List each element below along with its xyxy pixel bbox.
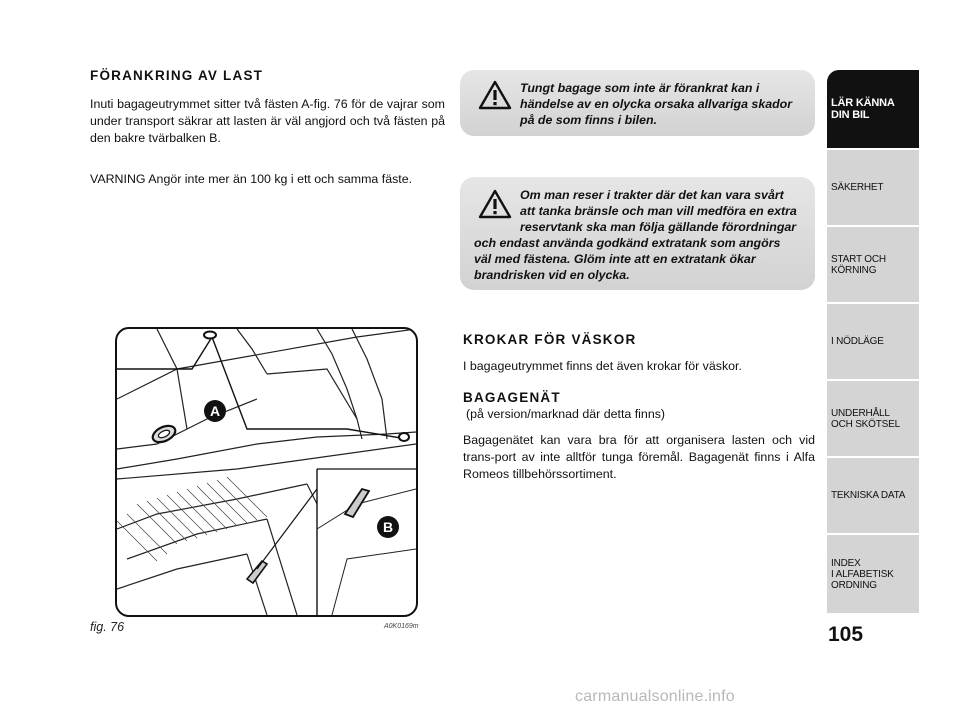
trunk-illustration [117, 329, 416, 615]
cargo-anchoring-paragraph: Inuti bagageutrymmet sitter två fästen A-fig. 76 för de vajrar som under transport säkrar att lasten är väl angjord och två fästen på den bakre tvärbalken B. [90, 97, 445, 145]
warning-text: Tungt bagage som inte är förankrat kan i händelse av en olycka orsaka allvariga skador på de som finns i bilen. [520, 81, 793, 127]
figure-trunk-anchors [115, 327, 418, 617]
bag-hooks-text: I bagageutrymmet finns det även krokar för väskor. [463, 359, 742, 373]
watermark-text: carmanualsonline.info [575, 688, 735, 705]
warning-box-extra-tank [460, 177, 815, 290]
label-b: B [382, 519, 394, 535]
tab-underhall-och-skotsel[interactable]: UNDERHÅLL OCH SKÖTSEL [827, 381, 919, 456]
label-a: A [209, 403, 221, 419]
section-heading-luggage-net: BAGAGENÄT [463, 390, 561, 405]
tab-index[interactable]: INDEX I ALFABETISK ORDNING [827, 535, 919, 613]
cargo-warning-paragraph: VARNING Angör inte mer än 100 kg i ett och samma fäste. [90, 172, 413, 186]
section-heading-cargo-anchoring: FÖRANKRING AV LAST [90, 68, 264, 83]
figure-caption: fig. 76 [90, 620, 125, 634]
tab-sakerhet[interactable]: SÄKERHET [827, 150, 919, 225]
warning-triangle-icon [478, 189, 512, 219]
warning-triangle-icon [478, 80, 512, 110]
tab-tekniska-data[interactable]: TEKNISKA DATA [827, 458, 919, 533]
luggage-net-text: Bagagenätet kan vara bra för att organisera lasten och vid trans-port av inte alltför tunga föremål. Bagagenät finns i Alfa Romeos tillbehörssortiment. [463, 433, 815, 481]
tab-lar-kanna-din-bil[interactable]: LÄR KÄNNA DIN BIL [827, 70, 919, 148]
warning-box-heavy-luggage [460, 70, 815, 136]
page-number: 105 [828, 623, 864, 646]
section-heading-bag-hooks: KROKAR FÖR VÄSKOR [463, 332, 637, 347]
tab-start-och-korning[interactable]: START OCH KÖRNING [827, 227, 919, 302]
luggage-net-subtitle: (på version/marknad där detta finns) [466, 407, 666, 421]
figure-code: A0K0169m [384, 623, 419, 630]
warning-text: Om man reser i trakter där det kan vara svårt att tanka bränsle och man vill medföra en extra reservtank ska man följa gällande förordningar och endast använda godkänd extratank som angörs väl med fästena. Glöm inte att en extratank ökar brandrisken vid en olycka. [474, 188, 797, 282]
tab-i-nodlage[interactable]: I NÖDLÄGE [827, 304, 919, 379]
